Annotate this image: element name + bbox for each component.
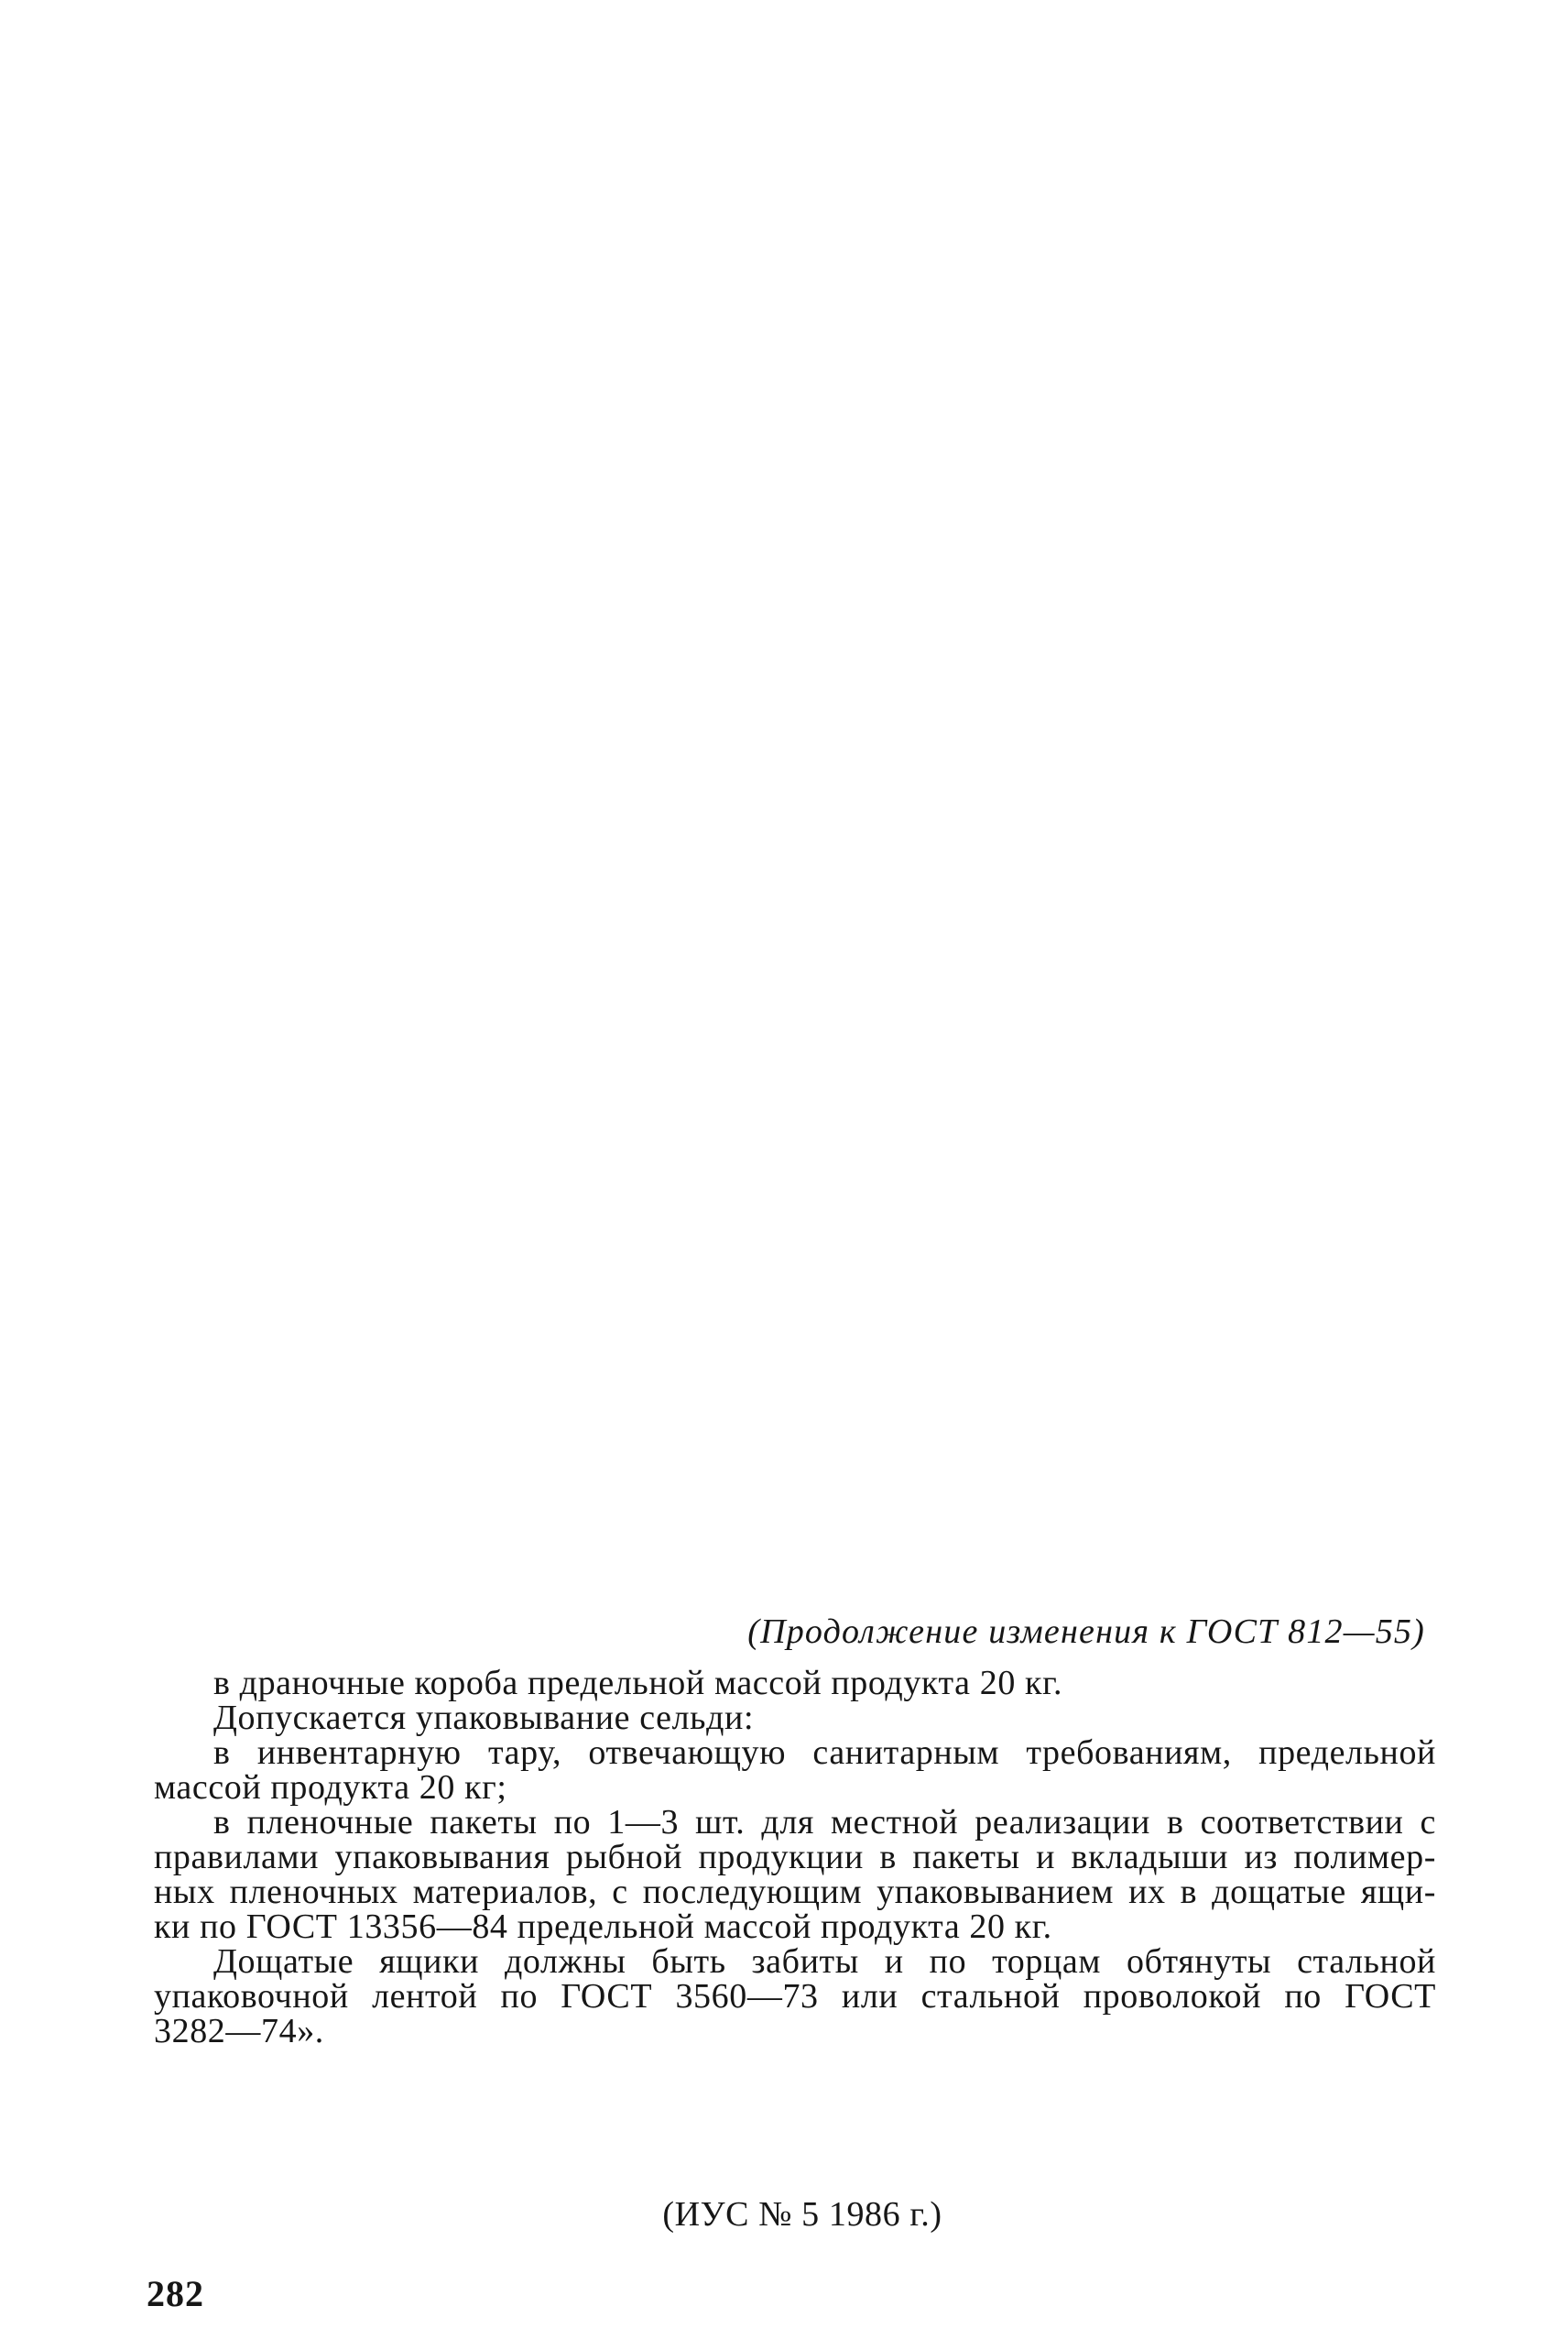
paragraph-line: 3282—74». (154, 2012, 324, 2050)
paragraph-line: ных пленочных материалов, с последующим упаковыванием их в дощатые ящи- (154, 1873, 1436, 1911)
paragraph-line: Допускается упаковывание сельди: (213, 1699, 755, 1737)
paragraph-line: массой продукта 20 кг; (154, 1768, 507, 1807)
paragraph-drank-boxes (154, 1666, 1436, 1700)
paragraph-film-bags (154, 1805, 1436, 1944)
paragraph-inventory-container (154, 1735, 1436, 1805)
paragraph-line: в пленочные пакеты по 1—3 шт. для местной реализации в соответствии с (213, 1803, 1436, 1842)
paragraph-line: правилами упаковывания рыбной продукции в пакеты и вкладыши из полимер- (154, 1838, 1436, 1876)
paragraph-line: упаковочной лентой по ГОСТ 3560—73 или стальной проволокой по ГОСТ (154, 1977, 1436, 2016)
paragraph-line: ки по ГОСТ 13356—84 предельной массой продукта 20 кг. (154, 1907, 1052, 1946)
paragraph-wooden-boxes (154, 1944, 1436, 2049)
page-number: 282 (147, 2273, 204, 2314)
source-reference: (ИУС № 5 1986 г.) (662, 2195, 942, 2234)
source-reference-container (0, 2194, 1568, 2235)
paragraph-packing-allowed (154, 1700, 1436, 1735)
paragraph-line: Дощатые ящики должны быть забиты и по торцам обтянуты стальной (213, 1942, 1436, 1981)
paragraph-line: в инвентарную тару, отвечающую санитарным требованиям, предельной (213, 1733, 1436, 1772)
document-text-block (154, 1614, 1436, 2049)
paragraph-line: в драночные короба предельной массой продукта 20 кг. (213, 1664, 1063, 1702)
continuation-note: (Продолжение изменения к ГОСТ 812—55) (747, 1612, 1425, 1651)
